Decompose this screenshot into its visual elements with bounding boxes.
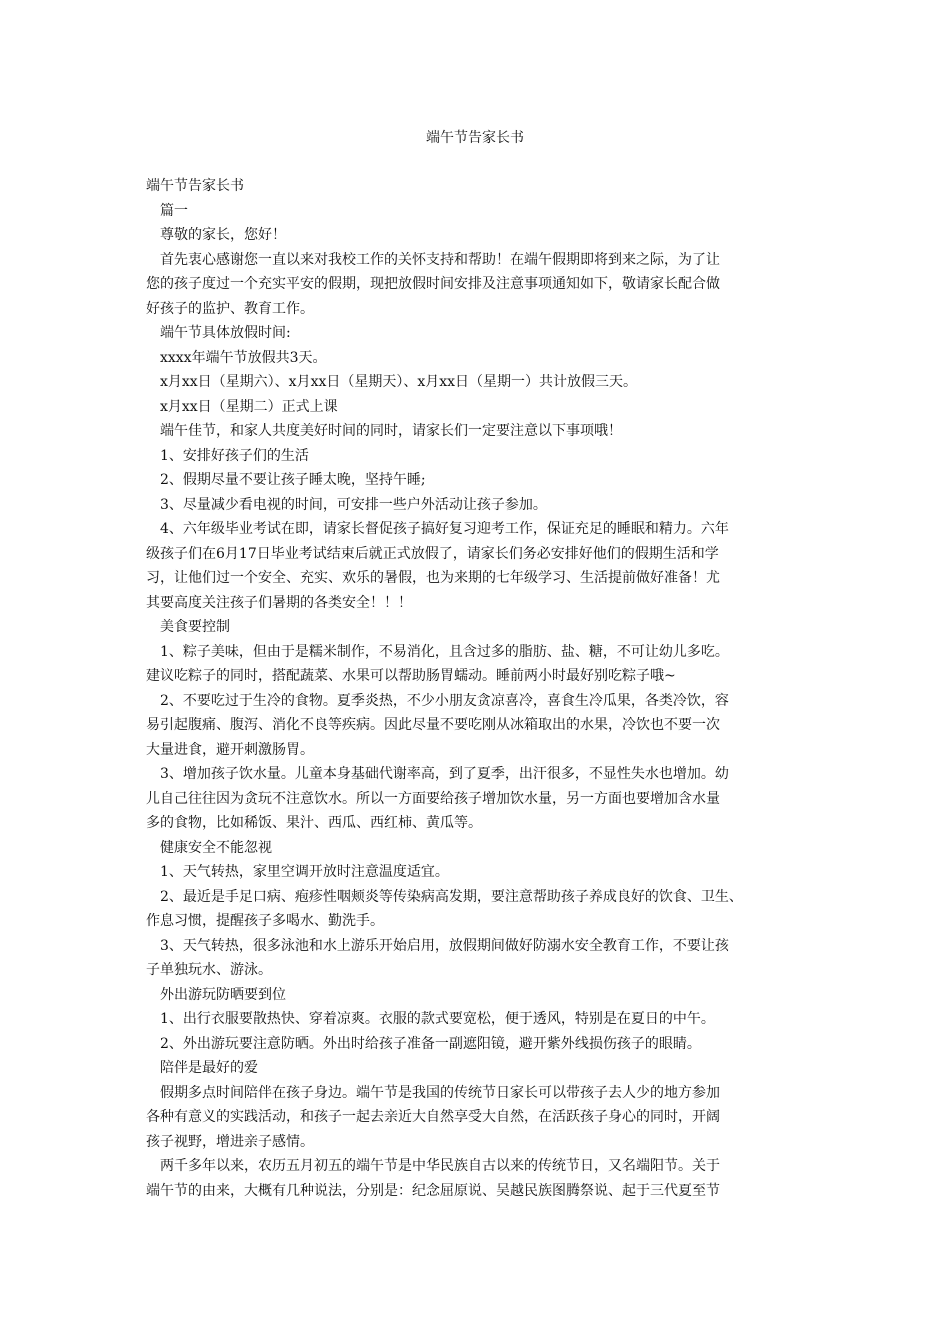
text-line: 2、最近是手足口病、疱疹性咽颊炎等传染病高发期，要注意帮助孩子养成良好的饮食、卫生、	[160, 888, 743, 905]
text-line: 1、粽子美味，但由于是糯米制作，不易消化，且含过多的脂肪、盐、糖，不可让幼儿多吃。	[160, 643, 729, 660]
text-line: x月xx日（星期六）、x月xx日（星期天）、x月xx日（星期一）共计放假三天。	[160, 374, 638, 390]
text-line: 1、安排好孩子们的生活	[160, 447, 309, 464]
text-line: 假期多点时间陪伴在孩子身边。端午节是我国的传统节日家长可以带孩子去人少的地方参加	[160, 1084, 720, 1101]
text-line: 首先衷心感谢您一直以来对我校工作的关怀支持和帮助！在端午假期即将到来之际，为了让	[160, 251, 720, 268]
text-line: 大量进食，避开刺激肠胃。	[146, 741, 314, 758]
text-line: 端午佳节，和家人共度美好时间的同时，请家长们一定要注意以下事项哦！	[160, 423, 622, 439]
page-title: 端午节告家长书	[426, 130, 524, 146]
text-line: 健康安全不能忽视	[160, 839, 272, 856]
text-line: 2、不要吃过于生冷的食物。夏季炎热，不少小朋友贪凉喜冷，喜食生冷瓜果，各类冷饮，容	[160, 692, 729, 709]
text-line: 1、出行衣服要散热快、穿着凉爽。衣服的款式要宽松，便于透风，特别是在夏日的中午。	[160, 1011, 715, 1027]
text-line: 儿自己往往因为贪玩不注意饮水。所以一方面要给孩子增加饮水量，另一方面也要增加含水量	[146, 790, 720, 807]
text-line: 端午节的由来，大概有几种说法，分别是：纪念屈原说、吴越民族图腾祭说、起于三代夏至节	[146, 1182, 720, 1199]
text-line: 2、外出游玩要注意防晒。外出时给孩子准备一副遮阳镜，避开紫外线损伤孩子的眼睛。	[160, 1035, 701, 1052]
text-line: 子单独玩水、游泳。	[146, 962, 272, 978]
text-line: 级孩子们在6月17日毕业考试结束后就正式放假了，请家长们务必安排好他们的假期生活和学	[146, 545, 719, 562]
text-line: 3、增加孩子饮水量。儿童本身基础代谢率高，到了夏季，出汗很多，不显性失水也增加。幼	[160, 766, 729, 782]
text-line: 各种有意义的实践活动，和孩子一起去亲近大自然享受大自然，在活跃孩子身心的同时，开阔	[146, 1109, 720, 1125]
text-line: 好孩子的监护、教育工作。	[146, 300, 314, 317]
text-line: 2、假期尽量不要让孩子睡太晚，坚持午睡;	[160, 472, 426, 488]
text-line: 尊敬的家长，您好！	[160, 227, 286, 243]
text-line: 美食要控制	[160, 619, 230, 635]
text-line: 习，让他们过一个安全、充实、欢乐的暑假，也为来期的七年级学习、生活提前做好准备！尤	[146, 570, 720, 586]
text-line: 其要高度关注孩子们暑期的各类安全！！！	[146, 594, 412, 611]
text-line: 建议吃粽子的同时，搭配蔬菜、水果可以帮助肠胃蠕动。睡前两小时最好别吃粽子哦~	[146, 668, 676, 684]
text-line: 外出游玩防晒要到位	[160, 986, 286, 1003]
text-line: 易引起腹痛、腹泻、消化不良等疾病。因此尽量不要吃刚从冰箱取出的水果，冷饮也不要一次	[146, 717, 720, 733]
text-line: xxxx年端午节放假共3天。	[160, 349, 327, 366]
letter-body	[146, 174, 818, 1203]
text-line: 1、天气转热，家里空调开放时注意温度适宜。	[160, 864, 449, 880]
text-line: 作息习惯，提醒孩子多喝水、勤洗手。	[146, 913, 384, 929]
text-line: 您的孩子度过一个充实平安的假期，现把放假时间安排及注意事项通知如下，敬请家长配合做	[146, 276, 720, 292]
text-line: 端午节告家长书	[146, 178, 244, 194]
text-line: 3、天气转热，很多泳池和水上游乐开始启用，放假期间做好防溺水安全教育工作，不要让孩	[160, 937, 729, 954]
text-line: 多的食物，比如稀饭、果汁、西瓜、西红柿、黄瓜等。	[146, 815, 482, 831]
text-line: 篇一	[160, 202, 188, 219]
text-line: 端午节具体放假时间:	[160, 325, 291, 341]
text-line: 4、六年级毕业考试在即，请家长督促孩子搞好复习迎考工作，保证充足的睡眠和精力。六年	[160, 521, 729, 537]
text-line: 陪伴是最好的爱	[160, 1060, 258, 1076]
text-line: 孩子视野，增进亲子感情。	[146, 1133, 314, 1150]
text-line: 3、尽量减少看电视的时间，可安排一些户外活动让孩子参加。	[160, 496, 547, 513]
text-line: 两千多年以来，农历五月初五的端午节是中华民族自古以来的传统节日，又名端阳节。关于	[160, 1158, 720, 1174]
text-line: x月xx日（星期二）正式上课	[160, 398, 338, 415]
